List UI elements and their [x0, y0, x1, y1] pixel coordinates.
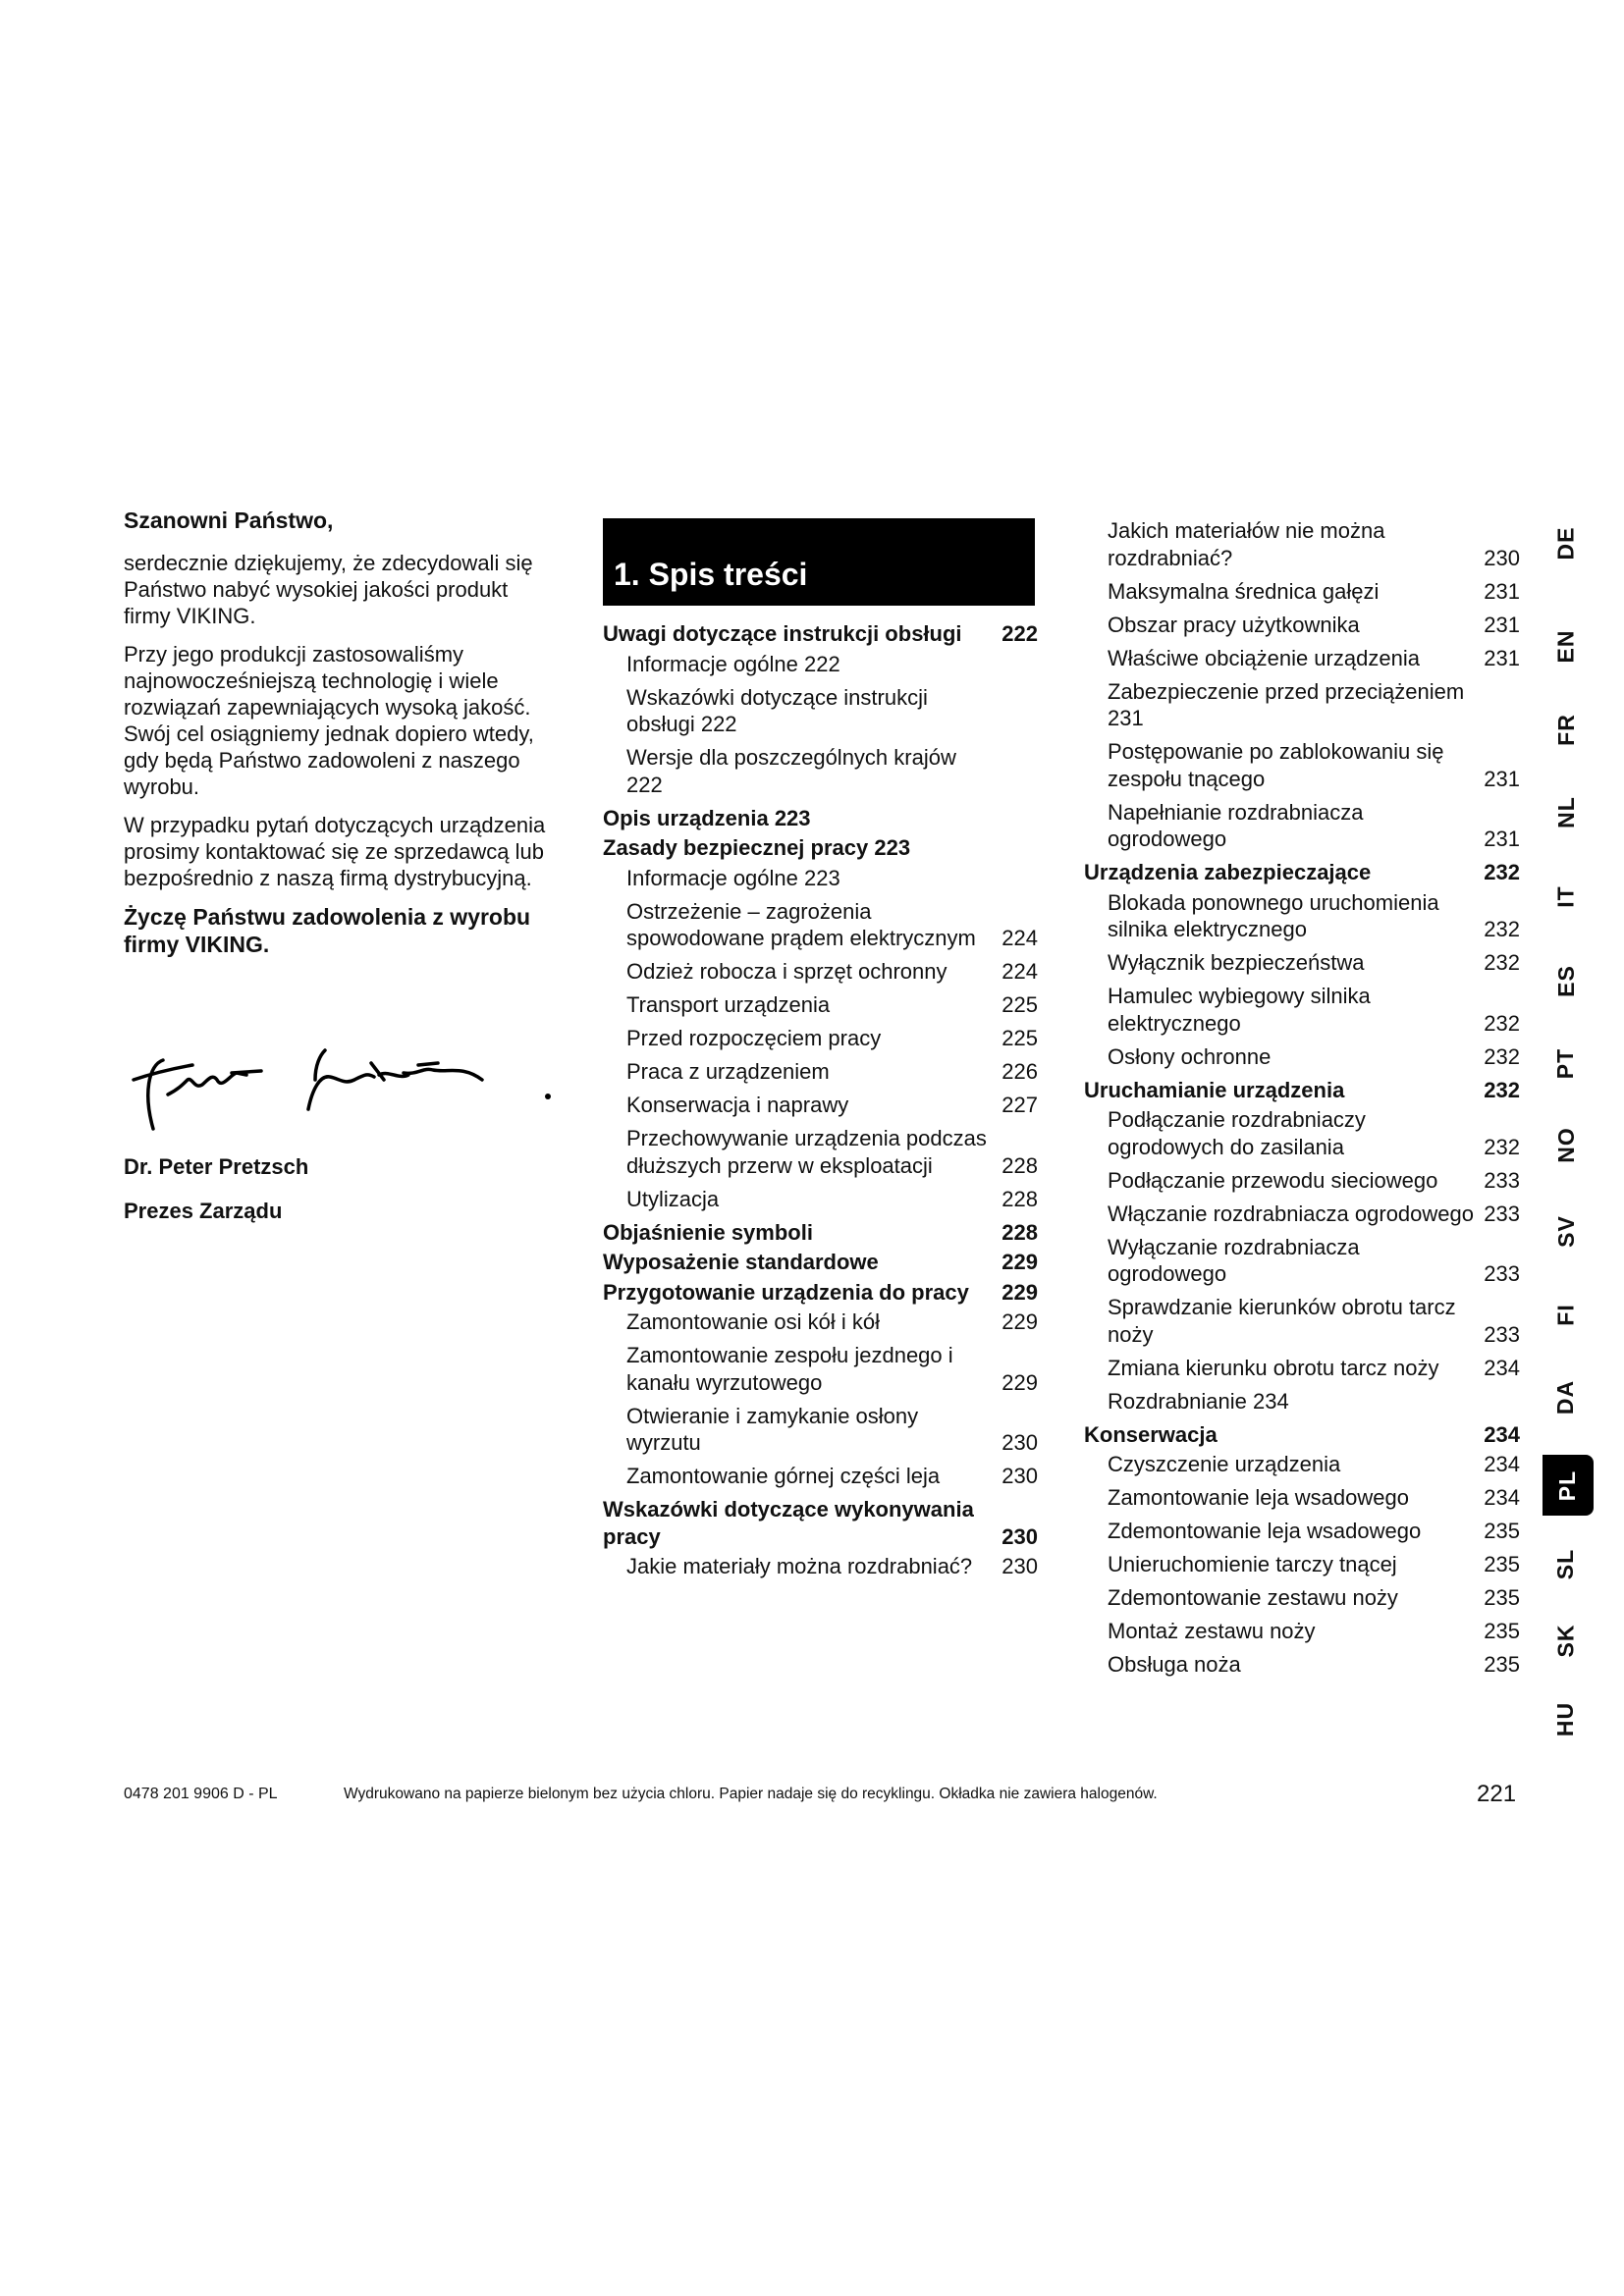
toc-entry-title: Montaż zestawu noży: [1108, 1619, 1316, 1643]
toc-entry-title: Urządzenia zabezpieczające: [1084, 860, 1372, 884]
language-tab-label: PT: [1552, 1047, 1579, 1079]
language-tab-es: [1539, 950, 1594, 1011]
toc-entry-title: Jakie materiały można rozdrabniać?: [626, 1554, 973, 1578]
toc-entry-title: Wyłącznik bezpieczeństwa: [1108, 950, 1365, 975]
toc-entry-page: 234: [1484, 1452, 1520, 1476]
language-tab-label: DA: [1552, 1379, 1579, 1415]
toc-entry-title: Maksymalna średnica gałęzi: [1108, 578, 1380, 604]
toc-entry: [603, 1403, 1038, 1457]
toc-entry-page: 233: [1484, 1201, 1520, 1226]
toc-entry-title: Zasady bezpiecznej pracy 223: [603, 835, 911, 860]
language-tab-sl: [1539, 1533, 1594, 1594]
toc-entry-title: Sprawdzanie kierunków obrotu tarcz noży: [1108, 1295, 1456, 1347]
toc-entry-title: Podłączanie przewodu sieciowego: [1108, 1167, 1438, 1193]
toc-entry-title: Zamontowanie osi kół i kół: [626, 1309, 881, 1334]
toc-entry: [1084, 1234, 1520, 1288]
toc-entry: [1084, 1355, 1520, 1382]
toc-entry-title: Hamulec wybiegowy silnika elektrycznego: [1108, 984, 1371, 1036]
toc-entry-title: Konserwacja: [1084, 1421, 1218, 1447]
toc-section: [603, 1496, 1038, 1550]
language-tab-label: SV: [1552, 1214, 1579, 1248]
language-tab-pt: [1539, 1033, 1594, 1094]
toc-entry-title: Włączanie rozdrabniacza ogrodowego: [1108, 1201, 1474, 1226]
toc-section: [603, 1279, 1038, 1307]
letter-wish: Życzę Państwu zadowolenia z wyrobu firmy VIKING.: [124, 904, 531, 957]
toc-entry-page: 231: [1484, 578, 1520, 604]
toc-entry: [1084, 1518, 1520, 1545]
toc-entry: [603, 1092, 1038, 1119]
language-tab-label: HU: [1552, 1701, 1579, 1736]
toc-entry: [1084, 1388, 1520, 1415]
toc-entry-page: 232: [1484, 950, 1520, 975]
toc-entry-title: Utylizacja: [626, 1186, 720, 1211]
toc-entry-title: Zabezpieczenie przed przeciążeniem 231: [1108, 678, 1465, 730]
language-tab-nl: [1539, 781, 1594, 842]
toc-entry: [603, 1058, 1038, 1086]
toc-entry-title: Obszar pracy użytkownika: [1108, 612, 1360, 637]
toc-entry-title: Informacje ogólne 223: [626, 865, 840, 890]
toc-entry-title: Unieruchomienie tarczy tnącej: [1108, 1552, 1397, 1576]
toc-entry: [1084, 738, 1520, 792]
toc-entry-title: Osłony ochronne: [1108, 1043, 1272, 1069]
toc-entry-page: 225: [1001, 1026, 1038, 1050]
toc-entry-page: 234: [1484, 1355, 1520, 1380]
toc-entry-page: 232: [1484, 1134, 1520, 1159]
toc-entry: [1084, 1043, 1520, 1071]
toc-entry-title: Wskazówki dotyczące wykonywania pracy: [603, 1497, 974, 1549]
toc-entry: [603, 1553, 1038, 1580]
toc-entry: [1084, 645, 1520, 672]
toc-entry: [1084, 1618, 1520, 1645]
toc-entry-title: Podłączanie rozdrabniaczy ogrodowych do zasilania: [1108, 1107, 1366, 1159]
toc-entry-page: 235: [1484, 1652, 1520, 1677]
language-tab-label: DE: [1552, 526, 1579, 560]
toc-entry-page: 231: [1484, 827, 1520, 851]
toc-section: [603, 1219, 1038, 1247]
toc-section: [603, 620, 1038, 648]
toc-entry-title: Otwieranie i zamykanie osłony wyrzutu: [626, 1403, 919, 1455]
language-tab-pl: [1543, 1455, 1594, 1516]
toc-entry-title: Uruchamianie urządzenia: [1084, 1077, 1345, 1102]
toc-entry: [1084, 1651, 1520, 1679]
toc-entry-title: Wersje dla poszczególnych krajów 222: [626, 745, 956, 797]
language-tab-label: EN: [1552, 629, 1579, 663]
toc-entry-page: 232: [1484, 917, 1520, 941]
language-tab-sk: [1539, 1610, 1594, 1671]
letter-paragraph: Przy jego produkcji zastosowaliśmy najnowocześniejszą technologię i wiele rozwiązań zapewniających wysoką jakość. Swój cel osiągniemy jednak dopiero wtedy, gdy będą Państwo zadowoleni z naszego wyrobu.: [124, 642, 534, 799]
language-tab-label: IT: [1552, 884, 1579, 908]
language-tab-da: [1539, 1366, 1594, 1427]
toc-section: [1084, 859, 1520, 886]
language-tab-fi: [1539, 1284, 1594, 1345]
toc-entry: [603, 744, 1038, 798]
toc-entry-title: Rozdrabnianie 234: [1108, 1388, 1289, 1414]
toc-column-2: [603, 620, 1038, 1586]
language-tab-label: NO: [1552, 1126, 1579, 1163]
language-tab-label: NL: [1552, 795, 1579, 828]
language-tab-label: SL: [1552, 1548, 1579, 1579]
toc-entry-page: 234: [1484, 1421, 1520, 1447]
toc-entry: [1084, 983, 1520, 1037]
toc-title-box: [603, 518, 1035, 606]
toc-entry: [1084, 949, 1520, 977]
toc-entry-page: 230: [1001, 1464, 1038, 1488]
toc-entry-page: 233: [1484, 1261, 1520, 1286]
toc-entry-page: 235: [1484, 1619, 1520, 1643]
toc-entry-page: 232: [1484, 1043, 1520, 1069]
toc-entry-title: Wskazówki dotyczące instrukcji obsługi 222: [626, 684, 928, 736]
toc-entry: [603, 1186, 1038, 1213]
toc-entry-page: 231: [1484, 645, 1520, 670]
toc-entry-title: Odzież robocza i sprzęt ochronny: [626, 959, 947, 984]
toc-entry-page: 226: [1001, 1059, 1038, 1084]
toc-entry: [603, 865, 1038, 892]
toc-entry-title: Napełnianie rozdrabniacza ogrodowego: [1108, 799, 1364, 851]
toc-entry: [1084, 1551, 1520, 1578]
toc-entry-page: 230: [1484, 545, 1520, 570]
language-tab-hu: [1539, 1688, 1594, 1749]
toc-entry: [1084, 1201, 1520, 1228]
toc-entry: [603, 898, 1038, 952]
toc-entry: [603, 651, 1038, 678]
toc-title: 1. Spis treści: [614, 557, 808, 592]
toc-entry-title: Przed rozpoczęciem pracy: [626, 1026, 882, 1050]
language-tab-sv: [1539, 1201, 1594, 1261]
toc-entry-title: Jakich materiałów nie można rozdrabniać?: [1108, 518, 1385, 570]
toc-entry-page: 230: [1001, 1523, 1038, 1549]
signer-title: Prezes Zarządu: [124, 1199, 283, 1223]
toc-entry: [603, 991, 1038, 1019]
toc-entry: [1084, 1106, 1520, 1160]
toc-entry-title: Konserwacja i naprawy: [626, 1093, 849, 1117]
language-tab-label: ES: [1552, 964, 1579, 997]
toc-entry-page: 229: [1001, 1369, 1038, 1395]
toc-entry: [603, 684, 1038, 738]
page-number: 221: [1477, 1781, 1517, 1807]
language-tab-fr: [1539, 699, 1594, 760]
toc-entry-page: 233: [1484, 1321, 1520, 1347]
toc-section: [603, 834, 1038, 862]
language-tab-label: FR: [1552, 713, 1579, 746]
letter: [124, 507, 546, 970]
language-tab-no: [1539, 1114, 1594, 1175]
toc-entry-title: Opis urządzenia 223: [603, 805, 811, 830]
toc-entry: [1084, 799, 1520, 853]
letter-paragraph: W przypadku pytań dotyczących urządzenia prosimy kontaktować się ze sprzedawcą lub bezpośrednio z naszą firmą dystrybucyjną.: [124, 813, 546, 890]
toc-entry-title: Zdemontowanie zestawu noży: [1108, 1585, 1398, 1610]
toc-entry-page: 230: [1001, 1554, 1038, 1578]
toc-entry-page: 227: [1001, 1093, 1038, 1117]
toc-entry-page: 229: [1001, 1250, 1038, 1274]
toc-entry-title: Przygotowanie urządzenia do pracy: [603, 1279, 969, 1305]
toc-entry-title: Ostrzeżenie – zagrożenia spowodowane prądem elektrycznym: [626, 898, 976, 950]
toc-entry-page: 232: [1484, 860, 1520, 884]
toc-entry: [603, 1463, 1038, 1490]
toc-entry-page: 230: [1001, 1430, 1038, 1455]
toc-entry-title: Transport urządzenia: [626, 992, 831, 1017]
toc-entry: [1084, 1584, 1520, 1612]
toc-entry-page: 228: [1001, 1219, 1038, 1245]
toc-column-3: [1084, 517, 1520, 1684]
toc-entry-page: 224: [1001, 959, 1038, 984]
language-tab-en: [1539, 615, 1594, 676]
toc-entry: [1084, 612, 1520, 639]
toc-section: [1084, 1077, 1520, 1104]
toc-entry-title: Czyszczenie urządzenia: [1108, 1452, 1341, 1476]
toc-entry: [603, 1025, 1038, 1052]
toc-entry-title: Uwagi dotyczące instrukcji obsługi: [603, 621, 962, 646]
toc-entry-page: 234: [1484, 1485, 1520, 1510]
toc-entry: [1084, 578, 1520, 606]
toc-entry-title: Zamontowanie leja wsadowego: [1108, 1485, 1409, 1510]
toc-entry-page: 231: [1484, 766, 1520, 791]
toc-entry-title: Zmiana kierunku obrotu tarcz noży: [1108, 1355, 1439, 1380]
language-tab-label: FI: [1552, 1303, 1579, 1326]
toc-entry-title: Postępowanie po zablokowaniu się zespołu tnącego: [1108, 739, 1444, 791]
toc-entry-page: 231: [1484, 612, 1520, 637]
toc-entry: [1084, 1484, 1520, 1512]
toc-entry: [1084, 1451, 1520, 1478]
language-tab-it: [1539, 866, 1594, 927]
toc-entry-page: 232: [1484, 1077, 1520, 1102]
toc-entry-title: Praca z urządzeniem: [626, 1059, 830, 1084]
toc-section: [1084, 1421, 1520, 1449]
toc-entry: [1084, 889, 1520, 943]
toc-entry-title: Blokada ponownego uruchomienia silnika elektrycznego: [1108, 889, 1439, 941]
toc-entry: [1084, 678, 1520, 732]
toc-entry-title: Obsługa noża: [1108, 1652, 1241, 1677]
toc-entry-page: 235: [1484, 1519, 1520, 1543]
toc-entry-title: Wyłączanie rozdrabniacza ogrodowego: [1108, 1234, 1360, 1286]
signature-image: [124, 1036, 566, 1153]
signer-name: Dr. Peter Pretzsch: [124, 1154, 309, 1179]
toc-entry: [603, 1308, 1038, 1336]
toc-entry-page: 224: [1001, 926, 1038, 950]
document-code: 0478 201 9906 D - PL: [124, 1786, 278, 1802]
toc-entry: [603, 1342, 1038, 1396]
toc-entry-page: 228: [1001, 1186, 1038, 1211]
toc-entry-page: 229: [1001, 1309, 1038, 1334]
toc-section: [603, 805, 1038, 832]
toc-entry: [1084, 1167, 1520, 1195]
language-tab-de: [1539, 512, 1594, 573]
language-tab-label: PL: [1554, 1469, 1581, 1501]
toc-entry-page: 233: [1484, 1167, 1520, 1193]
letter-paragraph: serdecznie dziękujemy, że zdecydowali się Państwo nabyć wysokiej jakości produkt firmy VIKING.: [124, 551, 533, 628]
toc-entry-page: 225: [1001, 992, 1038, 1017]
toc-entry-page: 235: [1484, 1552, 1520, 1576]
toc-entry-title: Zamontowanie górnej części leja: [626, 1464, 941, 1488]
toc-entry-title: Przechowywanie urządzenia podczas dłuższych przerw w eksploatacji: [626, 1126, 987, 1178]
toc-entry: [1084, 1294, 1520, 1348]
toc-section: [603, 1249, 1038, 1276]
language-tab-label: SK: [1552, 1624, 1579, 1657]
toc-entry-title: Objaśnienie symboli: [603, 1219, 813, 1245]
print-note: Wydrukowano na papierze bielonym bez użycia chloru. Papier nadaje się do recyklingu. Okładka nie zawiera halogenów.: [344, 1786, 1158, 1802]
toc-entry-page: 235: [1484, 1585, 1520, 1610]
toc-entry: [603, 1125, 1038, 1179]
toc-entry-page: 228: [1001, 1152, 1038, 1178]
toc-entry-title: Wyposażenie standardowe: [603, 1250, 879, 1274]
toc-entry-page: 229: [1001, 1279, 1038, 1305]
toc-entry-title: Zdemontowanie leja wsadowego: [1108, 1519, 1422, 1543]
toc-entry-title: Zamontowanie zespołu jezdnego i kanału wyrzutowego: [626, 1343, 953, 1395]
toc-entry-page: 232: [1484, 1010, 1520, 1036]
toc-entry-title: Informacje ogólne 222: [626, 651, 840, 676]
toc-entry-title: Właściwe obciążenie urządzenia: [1108, 645, 1420, 670]
toc-entry: [1084, 517, 1520, 571]
letter-greeting: Szanowni Państwo,: [124, 507, 334, 533]
toc-entry-page: 222: [1001, 621, 1038, 646]
toc-entry: [603, 958, 1038, 986]
